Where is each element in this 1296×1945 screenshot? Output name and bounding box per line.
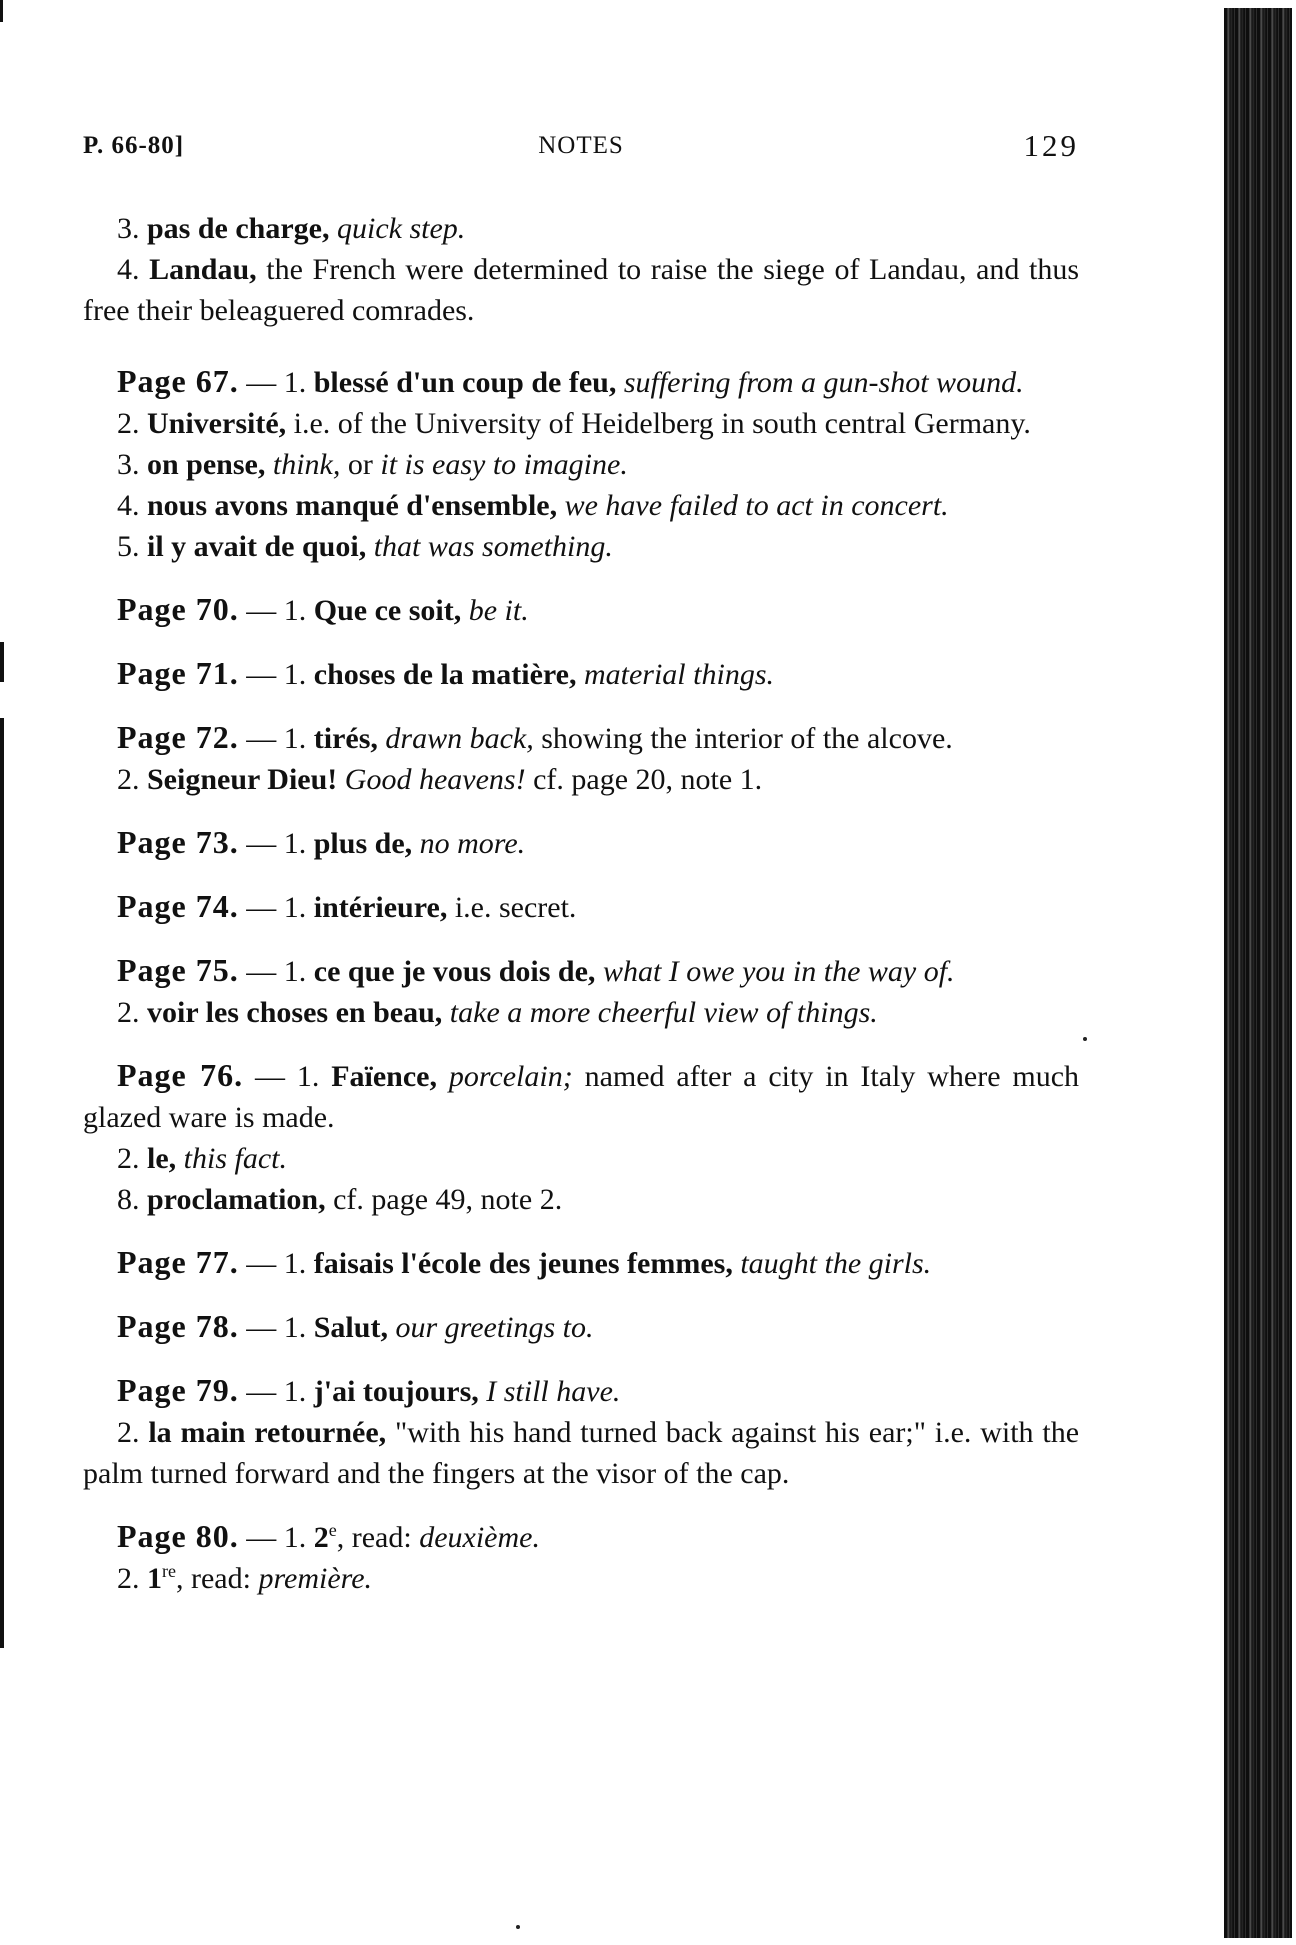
note-text: "with his hand turned back against his ear;" i.e. with the palm turned forward and the fingers at the visor of the cap. [83,1416,1080,1490]
header-title: NOTES [538,132,624,159]
headword: 2 [313,1521,329,1554]
page-ref: 71. [195,655,239,691]
note-number: 4. [117,489,140,522]
headword: plus de, [313,827,413,860]
note-text: or [347,448,373,481]
page-label [117,1057,243,1093]
page-ref: 73. [195,824,239,860]
translation: deuxième. [419,1521,540,1554]
note-number: 2. [117,763,140,796]
note-entry [83,444,1079,485]
page-word: Page [117,952,187,988]
note-text: showing the interior of the alcove. [541,722,953,755]
note-entry [83,1138,1079,1179]
headword: nous avons manqué d'ensemble, [147,489,558,522]
note-number: 2. [117,1142,140,1175]
page-label [117,591,239,627]
page-word: Page [117,1057,187,1093]
note-group [83,653,1079,695]
translation: material things. [583,658,774,691]
note-group [83,589,1079,631]
note-entry [83,992,1079,1033]
note-entry: Page 79. — 1. j'ai toujours, I still have. [117,1372,621,1408]
note-text: i.e. of the University of Heidelberg in south central Germany. [293,407,1031,440]
note-number: 8. [117,1183,140,1216]
note-number: 1. [283,955,307,988]
scan-speck [1083,1037,1087,1041]
headword: 1 [147,1562,162,1595]
headword: on pense, [147,448,266,481]
page-word: Page [117,591,187,627]
note-number: 2. [117,1562,140,1595]
page-word: Page [117,888,187,924]
note-number: 1. [283,1521,307,1554]
page-label [117,363,239,399]
scan-margin-rule [0,718,4,1648]
note-group [83,1306,1079,1348]
translation: take a more cheerful view of things. [449,996,878,1029]
headword: blessé d'un coup de feu, [313,366,617,399]
note-number: 1. [296,1060,320,1093]
note-number: 2. [117,407,140,440]
note-group [83,208,1079,331]
translation: I still have. [486,1375,621,1408]
translation: that was something. [373,530,613,563]
note-entry [83,403,1079,444]
note-entry [83,1412,1079,1494]
headword: Université, [147,407,287,440]
book-edge-shadow [1224,8,1292,1938]
note-entry: Page 73. — 1. plus de, no more. [117,824,526,860]
note-number: 1. [283,658,307,691]
page-word: Page [117,655,187,691]
note-group [83,717,1079,800]
notes-body [83,208,1079,1599]
note-entry: Page 72. — 1. tirés, drawn back, showing the interior of the alcove. [117,719,953,755]
note-group [83,361,1079,567]
headword: Landau, [149,253,257,286]
headword: choses de la matière, [313,658,577,691]
page-label [117,824,239,860]
note-group [83,1516,1079,1599]
note-text: , read: [336,1521,412,1554]
note-entry: Page 77. — 1. faisais l'école des jeunes femmes, taught the girls. [117,1244,932,1280]
page-ref: 72. [195,719,239,755]
page-ref: 80. [195,1518,239,1554]
ordinal-suffix: e [328,1520,337,1540]
note-entry: Page 67. — 1. blessé d'un coup de feu, suffering from a gun-shot wound. [117,363,1024,399]
headword: faisais l'école des jeunes femmes, [313,1247,733,1280]
page-word: Page [117,719,187,755]
note-entry: Page 76. — 1. Faïence, porcelain; named after a city in Italy where much glazed ware is made. [83,1057,1080,1134]
note-entry: Page 71. — 1. choses de la matière, material things. [117,655,774,691]
note-number: 1. [283,722,307,755]
page-ref: 76. [200,1057,244,1093]
translation: suffering from a gun-shot wound. [623,366,1024,399]
translation: we have failed to act in concert. [564,489,949,522]
page-ref: 75. [195,952,239,988]
page-word: Page [117,824,187,860]
note-entry: Page 70. — 1. Que ce soit, be it. [117,591,529,627]
note-number: 1. [283,891,307,924]
note-entry: Page 78. — 1. Salut, our greetings to. [117,1308,594,1344]
page-word: Page [117,363,187,399]
page-ref: 74. [195,888,239,924]
translation: it is easy to imagine. [380,448,628,481]
note-entry [83,1179,1079,1220]
note-text: cf. page 20, note 1. [533,763,763,796]
page-label [117,1244,239,1280]
page-label [117,655,239,691]
page-word: Page [117,1518,187,1554]
page-word: Page [117,1244,187,1280]
translation: taught the girls. [740,1247,932,1280]
header-page-range: P. 66-80] [83,132,185,159]
note-text: the French were determined to raise the siege of Landau, and thus free their beleaguered comrades. [83,253,1079,327]
translation: be it. [468,594,529,627]
headword: pas de charge, [147,212,330,245]
page-ref: 70. [195,591,239,627]
headword: il y avait de quoi, [147,530,367,563]
page-ref: 77. [195,1244,239,1280]
page-label [117,1372,239,1408]
translation: Good heavens! [344,763,526,796]
note-number: 2. [117,1416,140,1449]
translation: première. [258,1562,373,1595]
translation: drawn back, [385,722,534,755]
note-number: 1. [283,594,307,627]
note-number: 2. [117,996,140,1029]
headword: j'ai toujours, [313,1375,479,1408]
translation: our greetings to. [395,1311,594,1344]
page-ref: 78. [195,1308,239,1344]
translation: what I owe you in the way of. [602,955,955,988]
note-entry: Page 74. — 1. intérieure, i.e. secret. [117,888,577,924]
ordinal-suffix: re [162,1561,176,1581]
note-entry [83,208,1079,249]
note-text: , read: [175,1562,251,1595]
note-group [83,1242,1079,1284]
translation: porcelain; [448,1060,573,1093]
headword: le, [147,1142,177,1175]
note-group [83,822,1079,864]
note-text: i.e. secret. [454,891,577,924]
headword: ce que je vous dois de, [313,955,596,988]
page-number: 129 [1023,128,1079,163]
headword: tirés, [313,722,378,755]
page-label [117,719,239,755]
note-entry: Page 75. — 1. ce que je vous dois de, what I owe you in the way of. [117,952,955,988]
page-word: Page [117,1308,187,1344]
scan-speck [516,1925,520,1929]
note-group [83,1055,1079,1220]
note-entry: Page 80. — 1. 2e, read: deuxième. [117,1518,540,1554]
page-ref: 67. [195,363,239,399]
page-label [117,888,239,924]
note-entry [83,485,1079,526]
headword: intérieure, [313,891,448,924]
note-entry [83,1558,1079,1599]
note-entry [83,526,1079,567]
headword: proclamation, [147,1183,326,1216]
note-number: 4. [117,253,140,286]
note-group [83,1370,1079,1494]
headword: la main retournée, [148,1416,387,1449]
running-header [83,128,1079,168]
note-number: 5. [117,530,140,563]
scan-mark [0,0,3,22]
note-entry [83,759,1079,800]
translation: quick step. [337,212,466,245]
note-group [83,886,1079,928]
translation: think, [272,448,341,481]
page-label [117,1308,239,1344]
headword: Seigneur Dieu! [147,763,338,796]
page-ref: 79. [195,1372,239,1408]
headword: Salut, [313,1311,388,1344]
note-number: 1. [283,827,307,860]
headword: Que ce soit, [313,594,462,627]
translation: no more. [419,827,526,860]
scan-margin-mark [0,642,4,682]
note-number: 1. [283,366,307,399]
page-word: Page [117,1372,187,1408]
headword: voir les choses en beau, [147,996,443,1029]
note-number: 1. [283,1247,307,1280]
note-entry [83,249,1079,331]
note-text: named after a city in Italy where much glazed ware is made. [83,1060,1080,1134]
note-number: 1. [283,1375,307,1408]
headword: Faïence, [331,1060,437,1093]
note-text: cf. page 49, note 2. [333,1183,563,1216]
note-number: 1. [283,1311,307,1344]
note-group [83,950,1079,1033]
page-label [117,952,239,988]
note-number: 3. [117,448,140,481]
note-number: 3. [117,212,140,245]
page-label [117,1518,239,1554]
translation: this fact. [183,1142,287,1175]
